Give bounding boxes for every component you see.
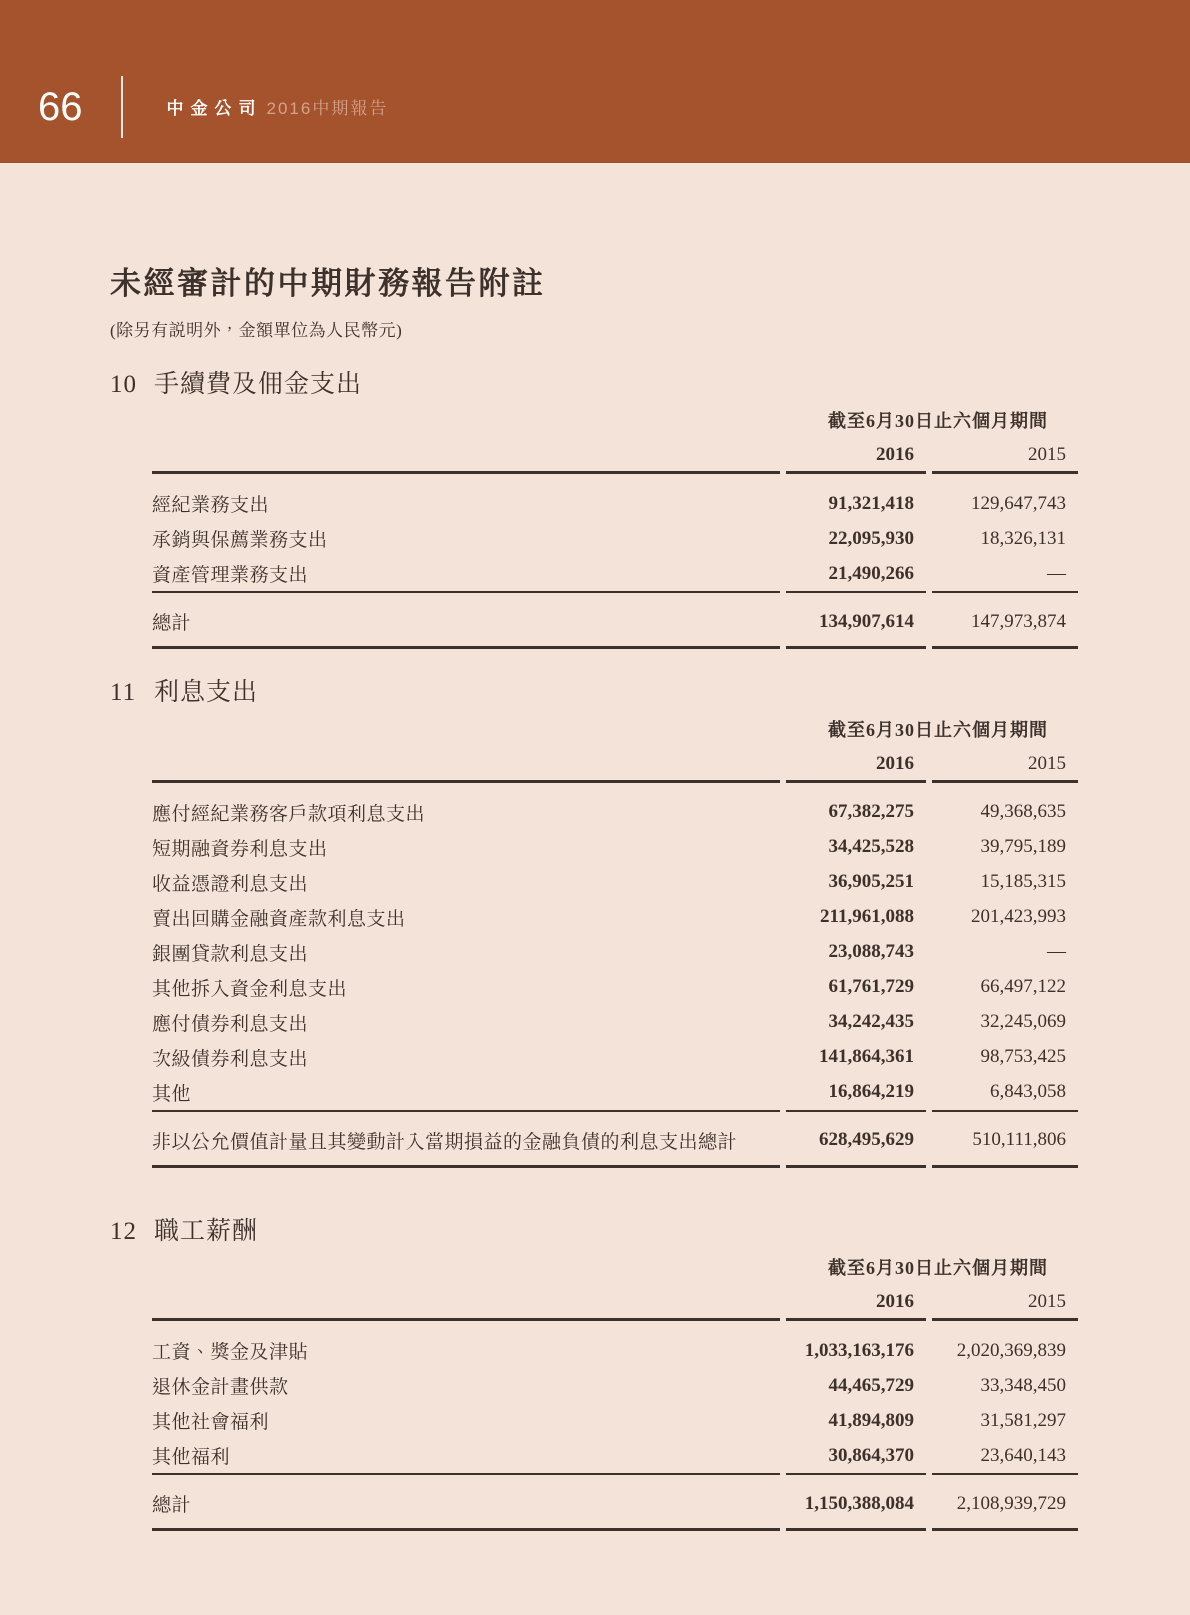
row-value-2016: 67,382,275 [828, 801, 914, 823]
section-heading [110, 369, 1080, 402]
row-label: 承銷與保薦業務支出 [152, 530, 328, 552]
row-value-2015: 23,640,143 [980, 1444, 1066, 1466]
row-value-2015: 66,497,122 [980, 976, 1066, 998]
row-label: 工資、獎金及津貼 [152, 1342, 309, 1364]
period-header-row [152, 1248, 1078, 1286]
period-header-row [152, 710, 1078, 748]
total-label: 非以公允價值計量且其變動計入當期損益的金融負債的利息支出總計 [152, 1110, 780, 1168]
row-label: 次級債券利息支出 [152, 1048, 309, 1070]
table-row [152, 1438, 1078, 1473]
row-label: 應付經紀業務客戶款項利息支出 [152, 803, 426, 825]
empty-cell [152, 1286, 780, 1321]
row-value-2015: 49,368,635 [980, 801, 1066, 823]
total-row [152, 591, 1078, 649]
row-label: 資產管理業務支出 [152, 565, 309, 587]
total-label: 總計 [152, 591, 780, 649]
total-label: 總計 [152, 1473, 780, 1531]
row-value-2016: 34,425,528 [828, 836, 914, 858]
row-value-2015: 15,185,315 [980, 871, 1066, 893]
total-value-2016: 134,907,614 [786, 591, 926, 649]
page-header-band [0, 0, 1190, 163]
row-label: 其他拆入資金利息支出 [152, 978, 348, 1000]
column-header-2015: 2015 [932, 439, 1078, 474]
section-number: 10 [110, 370, 137, 398]
total-value-2015: 147,973,874 [932, 591, 1078, 649]
total-value-2016: 628,495,629 [786, 1110, 926, 1168]
row-value-2015: 6,843,058 [990, 1081, 1066, 1103]
interest-expense-table [146, 710, 1084, 1168]
row-value-2015: — [1047, 941, 1066, 963]
row-label: 其他社會福利 [152, 1412, 270, 1434]
row-value-2016: 44,465,729 [828, 1374, 914, 1396]
total-value-2015: 510,111,806 [932, 1110, 1078, 1168]
row-label: 其他 [152, 1083, 192, 1105]
table-row [152, 900, 1078, 935]
row-label: 經紀業務支出 [152, 495, 270, 517]
row-value-2016: 30,864,370 [828, 1444, 914, 1466]
header-divider-line [121, 76, 123, 138]
year-header-row [152, 1286, 1078, 1321]
row-value-2016: 21,490,266 [828, 562, 914, 584]
row-value-2016: 34,242,435 [828, 1011, 914, 1033]
table-row [152, 1005, 1078, 1040]
period-header: 截至6月30日止六個月期間 [828, 1258, 1048, 1279]
row-value-2016: 16,864,219 [828, 1081, 914, 1103]
document-content [0, 163, 1190, 1531]
row-label: 收益憑證利息支出 [152, 873, 309, 895]
year-header-row [152, 439, 1078, 474]
row-label: 銀團貸款利息支出 [152, 943, 309, 965]
period-header: 截至6月30日止六個月期間 [828, 719, 1048, 740]
row-value-2015: 98,753,425 [980, 1046, 1066, 1068]
period-header-row [152, 401, 1078, 439]
document-title: 未經審計的中期財務報告附註 [110, 266, 546, 301]
empty-cell [152, 439, 780, 474]
table-row [152, 935, 1078, 970]
section-title: 職工薪酬 [154, 1217, 259, 1245]
staff-cost-table [146, 1248, 1084, 1531]
total-value-2016: 1,150,388,084 [786, 1473, 926, 1531]
empty-cell [152, 1248, 780, 1286]
table-body [152, 783, 1078, 1110]
section-title: 手續費及佣金支出 [154, 370, 363, 398]
column-header-2016: 2016 [786, 748, 926, 783]
table-row [152, 830, 1078, 865]
row-value-2016: 91,321,418 [828, 492, 914, 514]
row-value-2015: — [1047, 562, 1066, 584]
row-value-2016: 36,905,251 [828, 871, 914, 893]
column-header-2016: 2016 [786, 1286, 926, 1321]
total-value-2015: 2,108,939,729 [932, 1473, 1078, 1531]
period-header: 截至6月30日止六個月期間 [828, 411, 1048, 432]
row-value-2015: 18,326,131 [980, 527, 1066, 549]
row-value-2016: 141,864,361 [819, 1046, 914, 1068]
column-header-2015: 2015 [932, 1286, 1078, 1321]
row-label: 賣出回購金融資產款利息支出 [152, 908, 406, 930]
section-heading [110, 677, 1080, 710]
empty-cell [152, 401, 780, 439]
section-fee-and-commission-expenses [110, 369, 1080, 650]
table-row [152, 556, 1078, 591]
row-value-2016: 23,088,743 [828, 941, 914, 963]
company-name: 中金公司 [166, 99, 263, 118]
row-value-2015: 31,581,297 [980, 1409, 1066, 1431]
column-header-2016: 2016 [786, 439, 926, 474]
row-value-2016: 22,095,930 [828, 527, 914, 549]
row-value-2015: 32,245,069 [980, 1011, 1066, 1033]
total-row [152, 1473, 1078, 1531]
table-row [152, 1368, 1078, 1403]
section-staff-costs [110, 1216, 1080, 1532]
table-row [152, 1403, 1078, 1438]
report-title: 2016中期報告 [266, 99, 389, 118]
row-value-2015: 2,020,369,839 [956, 1339, 1066, 1361]
row-value-2016: 61,761,729 [828, 976, 914, 998]
table-body [152, 474, 1078, 591]
page-number: 66 [38, 84, 83, 129]
table-row [152, 783, 1078, 830]
row-value-2015: 201,423,993 [971, 906, 1066, 928]
row-value-2016: 1,033,163,176 [804, 1339, 914, 1361]
section-interest-expenses [110, 677, 1080, 1168]
row-label: 其他福利 [152, 1447, 231, 1469]
section-heading [110, 1216, 1080, 1249]
table-row [152, 970, 1078, 1005]
section-title: 利息支出 [154, 679, 259, 707]
row-value-2015: 129,647,743 [971, 492, 1066, 514]
total-row [152, 1110, 1078, 1168]
row-value-2015: 33,348,450 [980, 1374, 1066, 1396]
document-subtitle: (除另有説明外，金額單位為人民幣元) [110, 320, 403, 340]
section-number: 11 [110, 679, 137, 707]
row-value-2015: 39,795,189 [980, 836, 1066, 858]
row-label: 應付債券利息支出 [152, 1013, 309, 1035]
table-row [152, 865, 1078, 900]
table-row [152, 1040, 1078, 1075]
row-value-2016: 41,894,809 [828, 1409, 914, 1431]
row-label: 退休金計畫供款 [152, 1377, 289, 1399]
column-header-2015: 2015 [932, 748, 1078, 783]
table-row [152, 1321, 1078, 1368]
empty-cell [152, 710, 780, 748]
empty-cell [152, 748, 780, 783]
table-body [152, 1321, 1078, 1473]
table-row [152, 521, 1078, 556]
table-row [152, 474, 1078, 521]
row-label: 短期融資券利息支出 [152, 838, 328, 860]
table-row [152, 1075, 1078, 1110]
section-number: 12 [110, 1217, 137, 1245]
row-value-2016: 211,961,088 [820, 906, 914, 928]
year-header-row [152, 748, 1078, 783]
fee-commission-table [146, 401, 1084, 649]
